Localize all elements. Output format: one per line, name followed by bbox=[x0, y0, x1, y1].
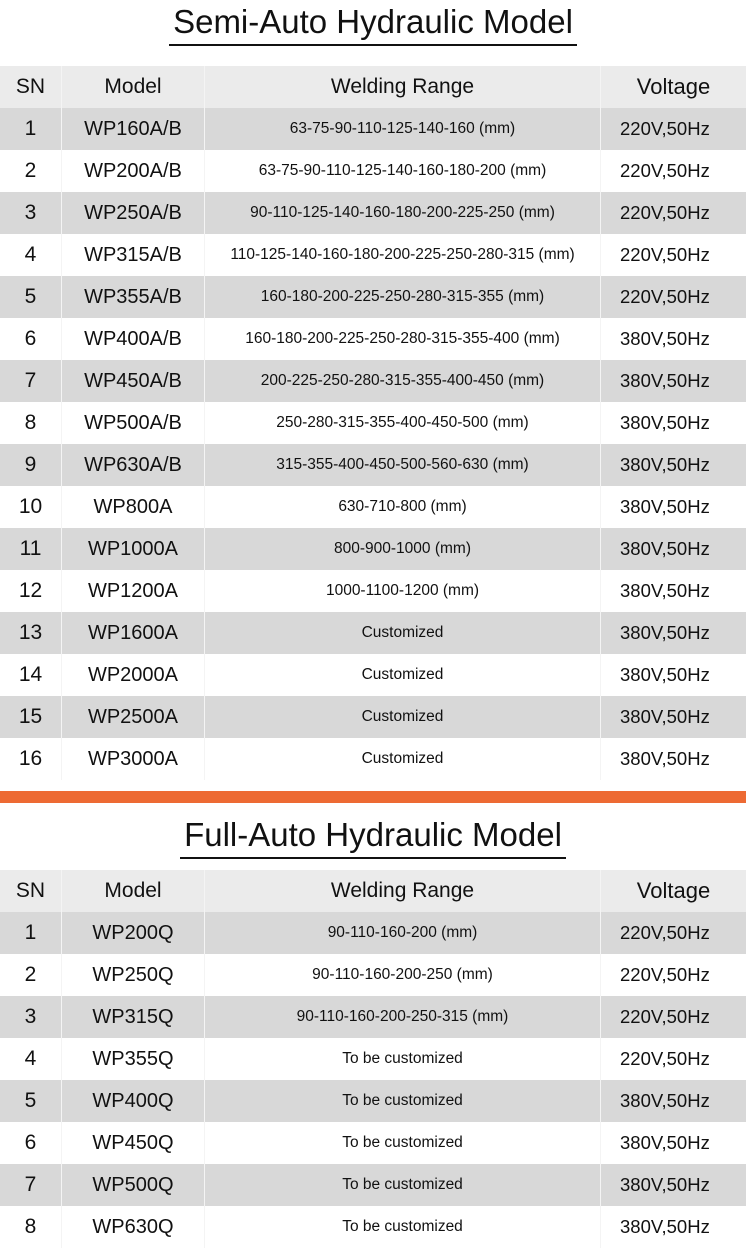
voltage-cell: 220V,50Hz bbox=[620, 286, 710, 307]
welding-range-cell: 160-180-200-225-250-280-315-355 (mm) bbox=[205, 276, 601, 318]
sn-cell: 1 bbox=[0, 912, 62, 954]
model-cell: WP450A/B bbox=[62, 360, 205, 402]
full-auto-table bbox=[0, 870, 746, 1248]
welding-range-cell: 200-225-250-280-315-355-400-450 (mm) bbox=[205, 360, 601, 402]
table-row bbox=[0, 1122, 746, 1164]
model-cell: WP450Q bbox=[62, 1122, 205, 1164]
table-row bbox=[0, 1164, 746, 1206]
table-row bbox=[0, 1080, 746, 1122]
welding-range-cell: 110-125-140-160-180-200-225-250-280-315 (mm) bbox=[205, 234, 601, 276]
voltage-cell: 380V,50Hz bbox=[620, 706, 710, 727]
sn-cell: 3 bbox=[0, 192, 62, 234]
model-cell: WP630A/B bbox=[62, 444, 205, 486]
model-cell: WP250A/B bbox=[62, 192, 205, 234]
sn-cell: 16 bbox=[0, 738, 62, 780]
welding-range-cell: To be customized bbox=[205, 1038, 601, 1080]
table-row bbox=[0, 318, 746, 360]
voltage-cell: 380V,50Hz bbox=[620, 1132, 710, 1153]
model-cell: WP500A/B bbox=[62, 402, 205, 444]
welding-range-cell: 63-75-90-110-125-140-160 (mm) bbox=[205, 108, 601, 150]
table-row bbox=[0, 360, 746, 402]
voltage-cell: 380V,50Hz bbox=[620, 1090, 710, 1111]
sn-cell: 4 bbox=[0, 1038, 62, 1080]
welding-range-cell: 315-355-400-450-500-560-630 (mm) bbox=[205, 444, 601, 486]
table-row bbox=[0, 276, 746, 318]
welding-range-cell: Customized bbox=[205, 738, 601, 780]
header-welding-range: Welding Range bbox=[205, 870, 601, 912]
sn-cell: 5 bbox=[0, 1080, 62, 1122]
header-model: Model bbox=[62, 870, 205, 912]
sn-cell: 8 bbox=[0, 402, 62, 444]
sn-cell: 12 bbox=[0, 570, 62, 612]
orange-divider-bar bbox=[0, 791, 746, 803]
voltage-cell: 380V,50Hz bbox=[620, 412, 710, 433]
voltage-cell: 380V,50Hz bbox=[620, 370, 710, 391]
welding-range-cell: 90-110-125-140-160-180-200-225-250 (mm) bbox=[205, 192, 601, 234]
sn-cell: 10 bbox=[0, 486, 62, 528]
table-row bbox=[0, 402, 746, 444]
header-welding-range: Welding Range bbox=[205, 66, 601, 108]
model-cell: WP1200A bbox=[62, 570, 205, 612]
voltage-cell: 380V,50Hz bbox=[620, 580, 710, 601]
table-row bbox=[0, 654, 746, 696]
sn-cell: 3 bbox=[0, 996, 62, 1038]
table-row bbox=[0, 570, 746, 612]
sn-cell: 2 bbox=[0, 150, 62, 192]
model-cell: WP500Q bbox=[62, 1164, 205, 1206]
model-cell: WP3000A bbox=[62, 738, 205, 780]
table-row bbox=[0, 192, 746, 234]
table-row bbox=[0, 444, 746, 486]
voltage-cell: 380V,50Hz bbox=[620, 622, 710, 643]
voltage-cell: 220V,50Hz bbox=[620, 160, 710, 181]
welding-range-cell: 250-280-315-355-400-450-500 (mm) bbox=[205, 402, 601, 444]
welding-range-cell: To be customized bbox=[205, 1164, 601, 1206]
welding-range-cell: Customized bbox=[205, 654, 601, 696]
table-row bbox=[0, 486, 746, 528]
model-cell: WP2000A bbox=[62, 654, 205, 696]
model-cell: WP1600A bbox=[62, 612, 205, 654]
welding-range-cell: Customized bbox=[205, 612, 601, 654]
voltage-cell: 220V,50Hz bbox=[620, 1048, 710, 1069]
table-row bbox=[0, 234, 746, 276]
section-divider bbox=[0, 789, 746, 805]
semi-auto-title: Semi-Auto Hydraulic Model bbox=[169, 2, 577, 46]
model-cell: WP400A/B bbox=[62, 318, 205, 360]
table-row bbox=[0, 150, 746, 192]
table-header-row bbox=[0, 66, 746, 108]
sn-cell: 15 bbox=[0, 696, 62, 738]
welding-range-cell: 630-710-800 (mm) bbox=[205, 486, 601, 528]
sn-cell: 2 bbox=[0, 954, 62, 996]
semi-auto-table bbox=[0, 66, 746, 780]
full-auto-title-wrap bbox=[0, 815, 746, 859]
welding-range-cell: 90-110-160-200-250 (mm) bbox=[205, 954, 601, 996]
voltage-cell: 220V,50Hz bbox=[620, 922, 710, 943]
header-voltage: Voltage bbox=[636, 878, 711, 903]
sn-cell: 6 bbox=[0, 1122, 62, 1164]
table-row bbox=[0, 1038, 746, 1080]
table-row bbox=[0, 954, 746, 996]
sn-cell: 13 bbox=[0, 612, 62, 654]
voltage-cell: 380V,50Hz bbox=[620, 328, 710, 349]
model-cell: WP200A/B bbox=[62, 150, 205, 192]
sn-cell: 11 bbox=[0, 528, 62, 570]
voltage-cell: 380V,50Hz bbox=[620, 664, 710, 685]
model-cell: WP160A/B bbox=[62, 108, 205, 150]
welding-range-cell: 160-180-200-225-250-280-315-355-400 (mm) bbox=[205, 318, 601, 360]
model-cell: WP315Q bbox=[62, 996, 205, 1038]
semi-auto-title-wrap bbox=[0, 2, 746, 46]
model-cell: WP200Q bbox=[62, 912, 205, 954]
welding-range-cell: To be customized bbox=[205, 1080, 601, 1122]
welding-range-cell: To be customized bbox=[205, 1122, 601, 1164]
welding-range-cell: 800-900-1000 (mm) bbox=[205, 528, 601, 570]
model-cell: WP1000A bbox=[62, 528, 205, 570]
voltage-cell: 380V,50Hz bbox=[620, 1216, 710, 1237]
voltage-cell: 220V,50Hz bbox=[620, 964, 710, 985]
model-cell: WP355A/B bbox=[62, 276, 205, 318]
table-row bbox=[0, 1206, 746, 1248]
sn-cell: 1 bbox=[0, 108, 62, 150]
table-row bbox=[0, 738, 746, 780]
welding-range-cell: 1000-1100-1200 (mm) bbox=[205, 570, 601, 612]
semi-auto-table-body bbox=[0, 108, 746, 780]
voltage-cell: 220V,50Hz bbox=[620, 202, 710, 223]
voltage-cell: 220V,50Hz bbox=[620, 1006, 710, 1027]
welding-range-cell: 90-110-160-200-250-315 (mm) bbox=[205, 996, 601, 1038]
sn-cell: 4 bbox=[0, 234, 62, 276]
header-voltage: Voltage bbox=[636, 74, 711, 99]
model-cell: WP400Q bbox=[62, 1080, 205, 1122]
table-row bbox=[0, 912, 746, 954]
table-header-row bbox=[0, 870, 746, 912]
sn-cell: 6 bbox=[0, 318, 62, 360]
sn-cell: 7 bbox=[0, 1164, 62, 1206]
voltage-cell: 380V,50Hz bbox=[620, 496, 710, 517]
full-auto-table-body bbox=[0, 912, 746, 1248]
welding-range-cell: 63-75-90-110-125-140-160-180-200 (mm) bbox=[205, 150, 601, 192]
sn-cell: 14 bbox=[0, 654, 62, 696]
welding-range-cell: To be customized bbox=[205, 1206, 601, 1248]
table-row bbox=[0, 996, 746, 1038]
table-row bbox=[0, 696, 746, 738]
model-cell: WP2500A bbox=[62, 696, 205, 738]
voltage-cell: 380V,50Hz bbox=[620, 1174, 710, 1195]
welding-range-cell: 90-110-160-200 (mm) bbox=[205, 912, 601, 954]
voltage-cell: 380V,50Hz bbox=[620, 538, 710, 559]
table-row bbox=[0, 528, 746, 570]
voltage-cell: 380V,50Hz bbox=[620, 748, 710, 769]
header-sn: SN bbox=[0, 870, 62, 912]
table-row bbox=[0, 108, 746, 150]
header-model: Model bbox=[62, 66, 205, 108]
model-cell: WP800A bbox=[62, 486, 205, 528]
sn-cell: 7 bbox=[0, 360, 62, 402]
table-row bbox=[0, 612, 746, 654]
model-cell: WP630Q bbox=[62, 1206, 205, 1248]
voltage-cell: 220V,50Hz bbox=[620, 244, 710, 265]
header-sn: SN bbox=[0, 66, 62, 108]
sn-cell: 8 bbox=[0, 1206, 62, 1248]
voltage-cell: 220V,50Hz bbox=[620, 118, 710, 139]
model-cell: WP355Q bbox=[62, 1038, 205, 1080]
model-cell: WP315A/B bbox=[62, 234, 205, 276]
full-auto-title: Full-Auto Hydraulic Model bbox=[180, 815, 566, 859]
sn-cell: 9 bbox=[0, 444, 62, 486]
welding-range-cell: Customized bbox=[205, 696, 601, 738]
voltage-cell: 380V,50Hz bbox=[620, 454, 710, 475]
model-cell: WP250Q bbox=[62, 954, 205, 996]
sn-cell: 5 bbox=[0, 276, 62, 318]
